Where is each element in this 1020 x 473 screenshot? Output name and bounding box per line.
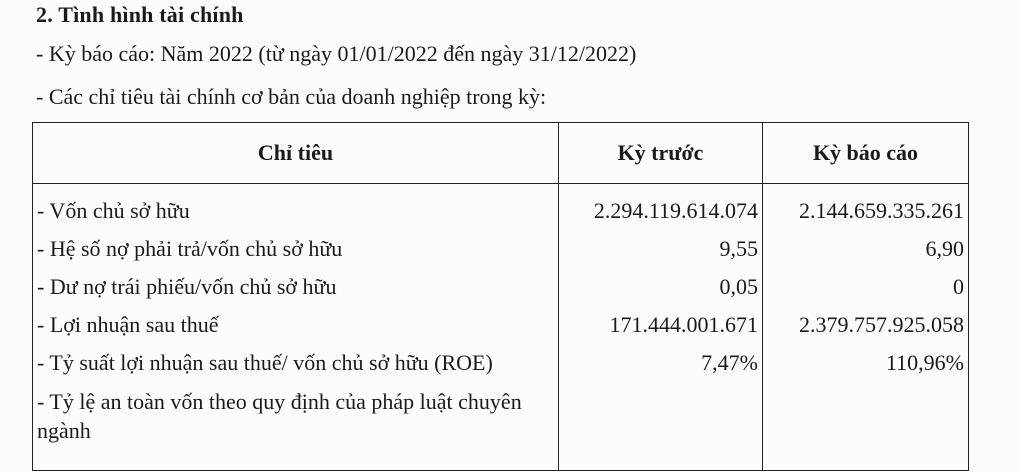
- row-label: - Tỷ lệ an toàn vốn theo quy định của pháp luật chuyên ngành: [33, 382, 559, 471]
- current-value: 2.144.659.335.261: [763, 184, 969, 231]
- previous-value: 171.444.001.671: [559, 306, 763, 344]
- header-reporting-period: Kỳ báo cáo: [763, 123, 969, 184]
- current-value: 2.379.757.925.058: [763, 306, 969, 344]
- row-label: - Vốn chủ sở hữu: [33, 184, 559, 231]
- financial-indicators-table: [32, 122, 969, 471]
- previous-value: 0,05: [559, 268, 763, 306]
- previous-value: [559, 382, 763, 471]
- table-row: [33, 184, 969, 231]
- table-row: [33, 268, 969, 306]
- row-label: - Lợi nhuận sau thuế: [33, 306, 559, 344]
- current-value: 6,90: [763, 230, 969, 268]
- reporting-period-line: - Kỳ báo cáo: Năm 2022 (từ ngày 01/01/2022 đến ngày 31/12/2022): [36, 41, 637, 66]
- current-value: 110,96%: [763, 344, 969, 382]
- current-value: [763, 382, 969, 471]
- table-row: [33, 306, 969, 344]
- table-row: [33, 230, 969, 268]
- previous-value: 9,55: [559, 230, 763, 268]
- current-value: 0: [763, 268, 969, 306]
- section-heading: 2. Tình hình tài chính: [36, 2, 244, 27]
- table-row: [33, 382, 969, 471]
- row-label: - Hệ số nợ phải trả/vốn chủ sở hữu: [33, 230, 559, 268]
- row-label: - Dư nợ trái phiếu/vốn chủ sở hữu: [33, 268, 559, 306]
- previous-value: 7,47%: [559, 344, 763, 382]
- header-indicator: Chỉ tiêu: [33, 123, 559, 184]
- table-row: [33, 344, 969, 382]
- table-header-row: [33, 123, 969, 184]
- row-label: - Tỷ suất lợi nhuận sau thuế/ vốn chủ sở hữu (ROE): [33, 344, 559, 382]
- previous-value: 2.294.119.614.074: [559, 184, 763, 231]
- intro-line: - Các chỉ tiêu tài chính cơ bản của doanh nghiệp trong kỳ:: [36, 84, 547, 109]
- header-previous-period: Kỳ trước: [559, 123, 763, 184]
